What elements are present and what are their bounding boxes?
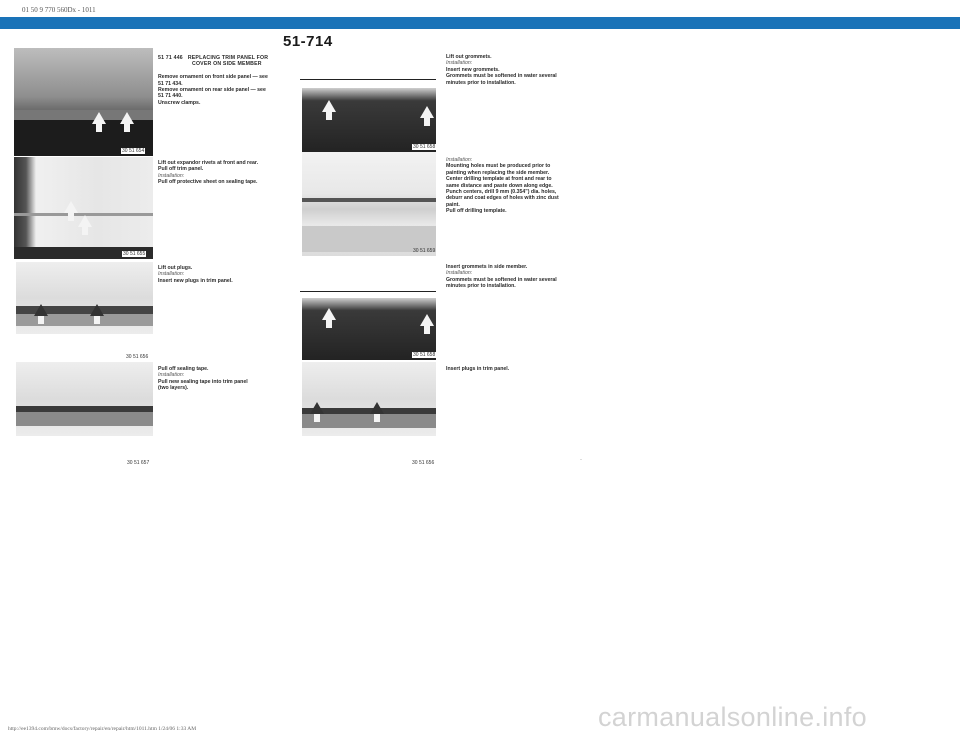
instruction-line: Pull off drilling template. [446,208,507,215]
arrow-marker [78,215,92,227]
section-insert-plugs [446,366,509,372]
divider-line [300,79,436,80]
arrow-marker [420,106,434,118]
instruction-line: same distance and paste down along edge. [446,182,553,189]
section-insert-grommets [446,264,557,290]
photo-front-clamps [14,48,153,156]
section-mounting-holes [446,157,559,215]
arrow-marker [322,100,336,112]
instruction-line: 51 71 434. [158,80,183,87]
instruction-line: 51 71 440. [158,93,183,100]
figure-number: 30 51 659 [413,248,436,254]
instruction-line: Grommets must be softened in water several [446,276,557,283]
photo-plugs-trim-panel [16,262,153,334]
arrow-marker [90,304,104,316]
arrow-marker [322,308,336,320]
photo-grommets-side-member [302,298,436,360]
instruction-line: Remove ornament on front side panel — see [158,74,268,81]
figure-number: 30 51 656 [126,354,149,360]
instruction-line: Pull off protective sheet on sealing tape. [158,179,258,186]
arrow-marker [120,112,134,124]
section-lift-grommets [446,54,557,86]
section-title: REPLACING TRIM PANEL FOR [187,55,269,61]
installation-label: Installation: [446,270,473,277]
section-replacing-trim-panel [158,55,268,106]
figure-number: 30 51 656 [412,460,435,466]
section-sealing-tape [158,366,248,392]
photo-grommets-top [302,88,436,152]
figure-number: 30 51 657 [127,460,150,466]
divider-line [300,291,436,292]
figure-number: 30 51 658 [413,144,436,150]
header-bar [0,17,960,29]
instruction-line: Grommets must be softened in water several [446,73,557,80]
installation-label: Installation: [446,60,473,67]
section-expandor-rivets [158,160,258,186]
instruction-line: painting when replacing the side member. [446,169,550,176]
instruction-line: Pull new sealing tape into trim panel [158,378,248,385]
section-lift-plugs [158,265,233,284]
footer-url: http://ee1394.com/bmw/docs/factory/repair/en/repair/htm/1011.htm 1/24/06 1:33 AM [8,726,197,732]
instruction-line: Pull off trim panel. [158,166,204,173]
arrow-marker [370,402,384,414]
photo-expandor-rivets [14,157,153,259]
figure-number: 30 51 658 [413,352,436,358]
instruction-line: Lift out grommets. [446,54,492,60]
instruction-line: (two layers). [158,385,189,392]
instruction-line: Lift out expandor rivets at front and rear. [158,160,259,166]
installation-label: Installation: [446,157,473,163]
arrow-marker [92,112,106,124]
corner-mark: - [580,457,582,463]
instruction-line: Unscrew clamps. [158,99,201,106]
instruction-line: Remove ornament on rear side panel — see [158,87,266,94]
watermark: carmanualsonline.info [598,702,867,732]
photo-plugs-insert [302,362,436,436]
arrow-marker [64,201,78,213]
section-title-continued: COVER ON SIDE MEMBER [192,61,262,68]
installation-label: Installation: [158,372,185,379]
installation-label: Installation: [158,271,185,278]
instruction-line: minutes prior to installation. [446,283,516,290]
instruction-line: deburr and coat edges of holes with zinc dust [446,195,559,202]
arrow-marker [34,304,48,316]
arrow-marker [420,314,434,326]
instruction-line: Insert new plugs in trim panel. [158,277,233,284]
figure-number: 30 51 654 [122,148,145,154]
instruction-line: Punch centers, drill 9 mm (0.354") dia. holes, [446,189,557,196]
instruction-line: Lift out plugs. [158,265,193,271]
instruction-line: Insert grommets in side member. [446,264,528,270]
document-header-id: 01 50 9 770 560Dx - 1011 [22,6,96,14]
instruction-line: minutes prior to installation. [446,79,516,86]
instruction-line: paint. [446,201,460,208]
instruction-line: Center drilling template at front and rear to [446,176,552,183]
page-number: 51-714 [283,33,333,50]
instruction-line: Pull off sealing tape. [158,366,209,372]
instruction-line: Mounting holes must be produced prior to [446,163,551,170]
section-code: 51 71 446 [158,55,183,61]
arrow-marker [310,402,324,414]
photo-drilling-template [302,152,436,256]
instruction-line: Insert new grommets. [446,66,500,73]
installation-label: Installation: [158,172,185,179]
instruction-line: Insert plugs in trim panel. [446,366,510,372]
figure-number: 30 51 655 [123,251,146,257]
photo-sealing-tape [16,362,153,436]
